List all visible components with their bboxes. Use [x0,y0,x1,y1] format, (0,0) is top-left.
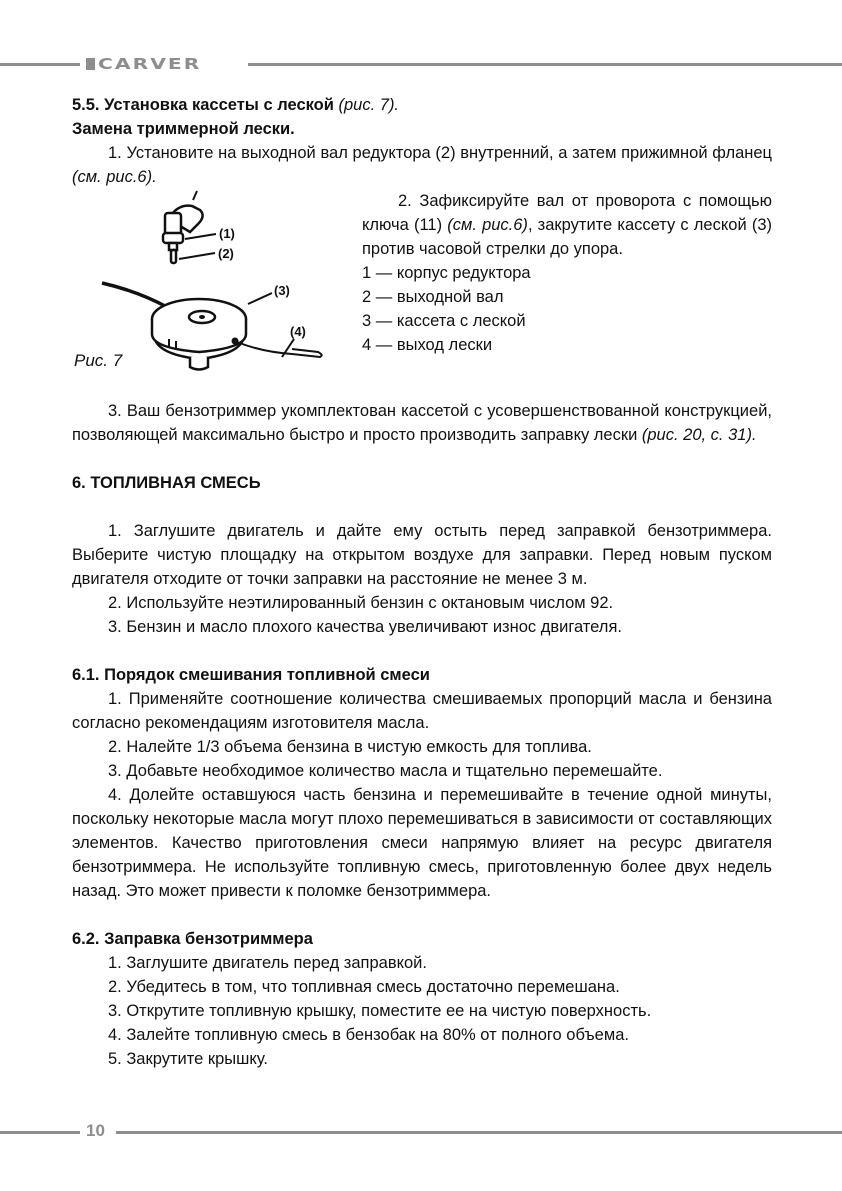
list-item: 3. Бензин и масло плохого качества увеличивают износ двигателя. [108,618,622,636]
figure-side-text [362,189,772,357]
list-item: 1. Применяйте соотношение количества смешиваемых пропорций масла и бензина согласно рекомендациям изготовителя масла. [72,690,772,732]
section-title-text: 5.5. Установка кассеты с леской [72,96,334,114]
section-6-title: 6. ТОПЛИВНАЯ СМЕСЬ [72,474,261,492]
list-item: 3. Открутите топливную крышку, поместите ее на чистую поверхность. [108,1002,652,1020]
list-item: 4. Долейте оставшуюся часть бензина и перемешивайте в течение одной минуты, поскольку некоторые масла могут плохо перемешиваться в зависимости от составляющих элементов. Качество приготовления смеси напрямую влияет на ресурс двигателя бензотриммера. Не используйте топливную смесь, приготовленную более двух недель назад. Это может привести к поломке бензотриммера. [72,786,772,900]
page-content [72,93,772,1071]
page-number: 10 [86,1121,105,1140]
header-rule-right [248,63,842,66]
header-rule-left [0,63,80,66]
brand-logo [86,55,202,73]
list-item: 5. Закрутите крышку. [108,1050,268,1068]
page-header [0,52,842,76]
legend-item: 3 — кассета с леской [362,312,526,330]
paragraph-step-2 [362,189,772,261]
figure-reference: (см. рис.6) [447,216,528,234]
figure-reference: (см. рис.6). [72,168,157,186]
footer-rule-left [0,1131,80,1134]
svg-text:(2): (2) [218,246,234,261]
figure-caption: Рис. 7 [74,351,123,370]
section-5-5-subtitle: Замена триммерной лески. [72,120,295,138]
list-item: 2. Используйте неэтилированный бензин с октановым числом 92. [108,594,614,612]
svg-text:(3): (3) [274,283,290,298]
footer-rule-right [116,1131,842,1134]
step-text: 3. Ваш бензотриммер укомплектован кассетой с усовершенствованной конструкцией, позволяющей максимально быстро и просто производить заправку лески [72,402,772,444]
section-5-5-title [72,93,772,117]
legend-item: 4 — выход лески [362,336,493,354]
paragraph-step-3 [72,399,772,447]
step-text: , закрутите кассету с леской (3) против часовой стрелки до упора. [362,216,772,258]
step-text: 1. Установите на выходной вал редуктора (2) внутренний, а затем прижимной фланец [108,144,772,162]
section-6-2-title: 6.2. Заправка бензотриммера [72,930,313,948]
svg-text:(1): (1) [219,226,235,241]
list-item: 1. Заглушите двигатель перед заправкой. [108,954,427,972]
section-6-1-title: 6.1. Порядок смешивания топливной смеси [72,666,430,684]
logo-mark-icon [86,58,95,70]
list-item: 2. Налейте 1/3 объема бензина в чистую емкость для топлива. [108,738,592,756]
step-text: 2. Зафиксируйте вал от проворота с помощью ключа (11) [362,192,772,234]
paragraph-step-1 [72,141,772,189]
list-item: 2. Убедитесь в том, что топливная смесь достаточно перемешана. [108,978,620,996]
figure-reference: (рис. 20, с. 31). [641,426,757,444]
list-item: 3. Добавьте необходимое количество масла и тщательно перемешайте. [108,762,663,780]
page-footer [0,1121,842,1143]
figure-reference: (рис. 7). [338,96,400,114]
figure-block [72,189,772,379]
list-item: 4. Залейте топливную смесь в бензобак на 80% от полного объема. [108,1026,629,1044]
brand-name: CARVER [98,55,202,73]
legend-item: 1 — корпус редуктора [362,264,531,282]
svg-text:(4): (4) [290,324,306,339]
figure-7 [72,189,352,379]
legend-item: 2 — выходной вал [362,288,504,306]
list-item: 1. Заглушите двигатель и дайте ему остыть перед заправкой бензотриммера. Выберите чистую площадку на открытом воздухе для заправки. Перед новым пуском двигателя отходите от точки заправки на расстояние не менее 3 м. [72,522,772,588]
